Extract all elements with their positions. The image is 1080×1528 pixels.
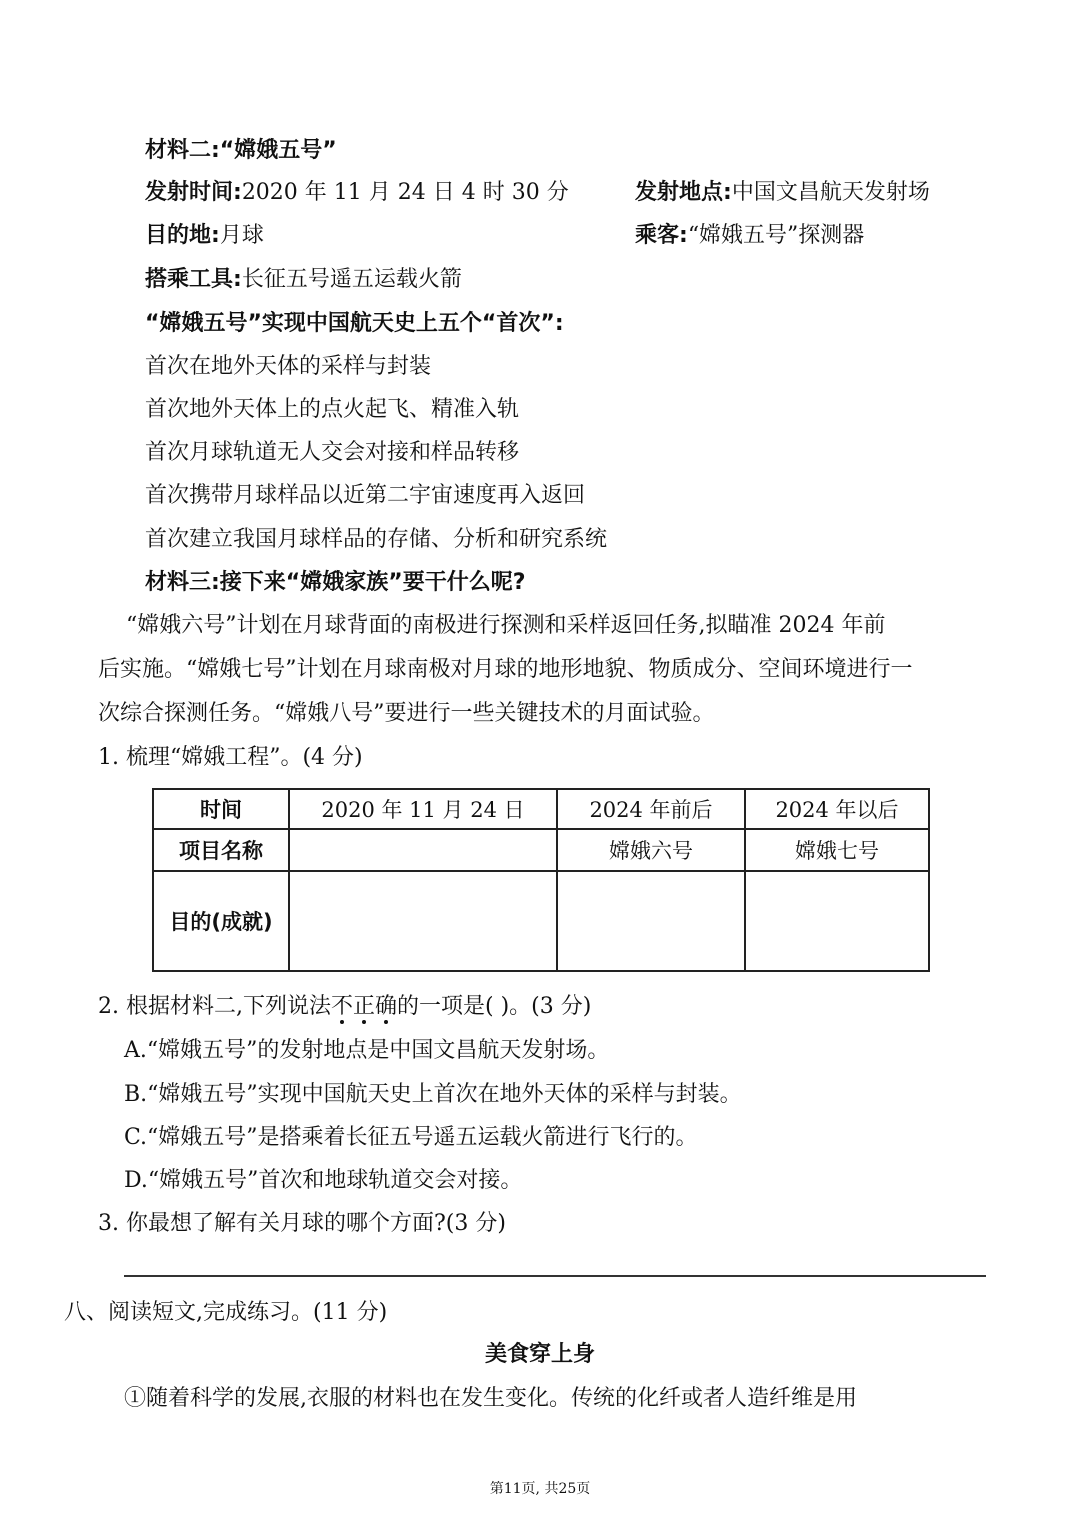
q2-option-d[interactable]: D.“嫦娥五号”首次和地球轨道交会对接。: [124, 1168, 523, 1193]
q2-emphasis: [331, 994, 397, 1019]
chang-e-project-table: [152, 788, 930, 972]
launch-site-label: 发射地点:: [635, 180, 732, 205]
cell-name-2: 嫦娥六号: [557, 829, 745, 871]
q3-prompt: 3. 你最想了解有关月球的哪个方面?(3 分): [98, 1211, 506, 1236]
page-number: 第11页, 共25页: [489, 1481, 591, 1497]
material3-heading: 材料三:接下来“嫦娥家族”要干什么呢?: [145, 570, 526, 595]
launch-site-row: [635, 178, 930, 208]
emphasis-dots: [331, 1020, 397, 1026]
q2-option-b[interactable]: B.“嫦娥五号”实现中国航天史上首次在地外天体的采样与封装。: [124, 1082, 742, 1107]
launch-site-value: 中国文昌航天发射场: [731, 180, 930, 205]
first-item: 首次月球轨道无人交会对接和样品转移: [145, 440, 520, 465]
article-title: 美食穿上身: [484, 1342, 595, 1367]
cell-purpose-1[interactable]: [289, 871, 557, 971]
q2-prompt: [98, 992, 591, 1022]
cell-name-1[interactable]: [289, 829, 557, 871]
first-item: 首次地外天体上的点火起飞、精准入轨: [145, 397, 520, 422]
firsts-heading: “嫦娥五号”实现中国航天史上五个“首次”:: [145, 311, 564, 336]
q2-option-c[interactable]: C.“嫦娥五号”是搭乘着长征五号遥五运载火箭进行飞行的。: [124, 1125, 698, 1150]
first-item: 首次建立我国月球样品的存储、分析和研究系统: [145, 527, 608, 552]
row-header-time: 时间: [153, 789, 289, 829]
vehicle-label: 搭乘工具:: [145, 267, 242, 292]
material2-heading: 材料二:“嫦娥五号”: [145, 138, 337, 163]
q2-emphasis-text: 不正确: [330, 994, 397, 1019]
row-header-project-name: 项目名称: [153, 829, 289, 871]
destination-value: 月球: [219, 223, 264, 248]
launch-time-label: 发射时间:: [145, 180, 242, 205]
material3-paragraph-line: “嫦娥六号”计划在月球背面的南极进行探测和采样返回任务,拟瞄准 2024 年前: [126, 613, 886, 638]
launch-time-row: [145, 178, 569, 208]
material3-paragraph-line: 次综合探测任务。“嫦娥八号”要进行一些关键技术的月面试验。: [98, 701, 715, 726]
passenger-row: [635, 221, 864, 251]
q2-option-a[interactable]: A.“嫦娥五号”的发射地点是中国文昌航天发射场。: [124, 1038, 610, 1063]
section8-heading: 八、阅读短文,完成练习。(11 分): [64, 1300, 388, 1325]
q1-prompt: 1. 梳理“嫦娥工程”。(4 分): [98, 745, 363, 770]
vehicle-value: 长征五号遥五运载火箭: [241, 267, 462, 292]
q2-prompt-after: 的一项是( )。(3 分): [397, 994, 592, 1019]
passenger-label: 乘客:: [635, 223, 688, 248]
first-item: 首次在地外天体的采样与封装: [145, 354, 432, 379]
launch-time-value: 2020 年 11 月 24 日 4 时 30 分: [241, 180, 569, 205]
row-header-purpose: 目的(成就): [153, 871, 289, 971]
table-row: [153, 829, 929, 871]
destination-label: 目的地:: [145, 223, 220, 248]
first-item: 首次携带月球样品以近第二宇宙速度再入返回: [145, 483, 586, 508]
answer-line[interactable]: [124, 1275, 986, 1277]
q2-prompt-before: 2. 根据材料二,下列说法: [98, 994, 331, 1019]
passenger-value: “嫦娥五号”探测器: [687, 223, 865, 248]
vehicle-row: [145, 265, 462, 295]
material3-paragraph-line: 后实施。“嫦娥七号”计划在月球南极对月球的地形地貌、物质成分、空间环境进行一: [98, 657, 913, 682]
cell-time-3: 2024 年以后: [745, 789, 929, 829]
cell-time-1: 2020 年 11 月 24 日: [289, 789, 557, 829]
cell-name-3: 嫦娥七号: [745, 829, 929, 871]
destination-row: [145, 221, 264, 251]
cell-purpose-2[interactable]: [557, 871, 745, 971]
cell-purpose-3[interactable]: [745, 871, 929, 971]
article-first-line: ①随着科学的发展,衣服的材料也在发生变化。传统的化纤或者人造纤维是用: [124, 1386, 857, 1411]
cell-time-2: 2024 年前后: [557, 789, 745, 829]
table-row: [153, 871, 929, 971]
table-row: [153, 789, 929, 829]
